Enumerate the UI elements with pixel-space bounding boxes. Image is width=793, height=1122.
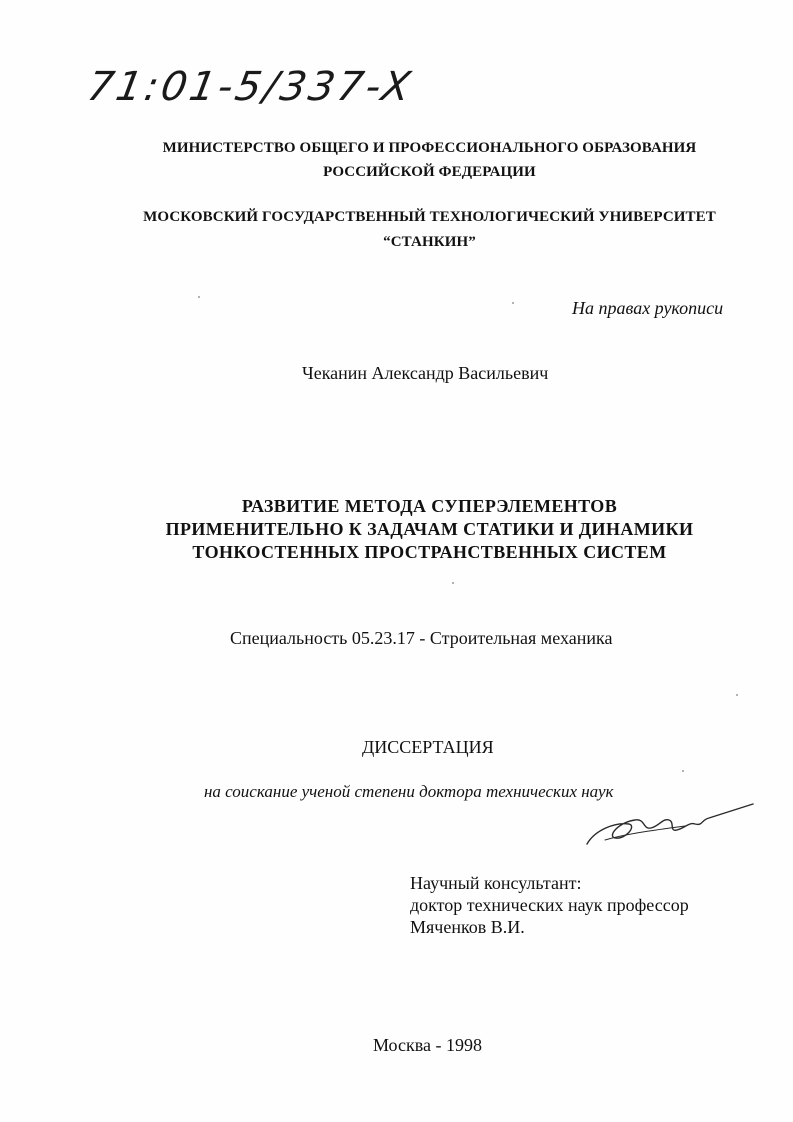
scan-speck [682, 770, 684, 772]
archive-number-handwritten: 71:01-5/337-X [83, 64, 417, 110]
title-line-2: ПРИМЕНИТЕЛЬНО К ЗАДАЧАМ СТАТИКИ И ДИНАМИКИ [165, 519, 694, 539]
degree-line: на соискание ученой степени доктора технических наук [204, 782, 614, 801]
consultant-name: Мяченков В.И. [410, 917, 525, 937]
ministry-line-1: МИНИСТЕРСТВО ОБЩЕГО И ПРОФЕССИОНАЛЬНОГО ОБРАЗОВАНИЯ [162, 140, 697, 156]
university-line-1: МОСКОВСКИЙ ГОСУДАРСТВЕННЫЙ ТЕХНОЛОГИЧЕСКИЙ УНИВЕРСИТЕТ [143, 209, 716, 225]
scan-speck [736, 694, 738, 696]
specialty-line: Специальность 05.23.17 - Строительная механика [230, 628, 613, 648]
title-line-1: РАЗВИТИЕ МЕТОДА СУПЕРЭЛЕМЕНТОВ [241, 496, 618, 516]
title-line-3: ТОНКОСТЕННЫХ ПРОСТРАНСТВЕННЫХ СИСТЕМ [192, 542, 667, 562]
scan-speck [452, 582, 454, 584]
rights-note: На правах рукописи [572, 298, 724, 318]
university-line-2: “СТАНКИН” [383, 234, 476, 250]
consultant-block [410, 872, 689, 938]
consultant-label: Научный консультант: [410, 873, 582, 893]
author-name: Чеканин Александр Васильевич [302, 363, 549, 383]
signature-image [585, 800, 755, 850]
consultant-credentials: доктор технических наук профессор [410, 895, 689, 915]
scan-speck [198, 296, 200, 298]
city-year: Москва - 1998 [373, 1035, 482, 1055]
document-type: ДИССЕРТАЦИЯ [362, 737, 494, 757]
ministry-line-2: РОССИЙСКОЙ ФЕДЕРАЦИИ [323, 164, 536, 180]
scan-speck [512, 302, 514, 304]
